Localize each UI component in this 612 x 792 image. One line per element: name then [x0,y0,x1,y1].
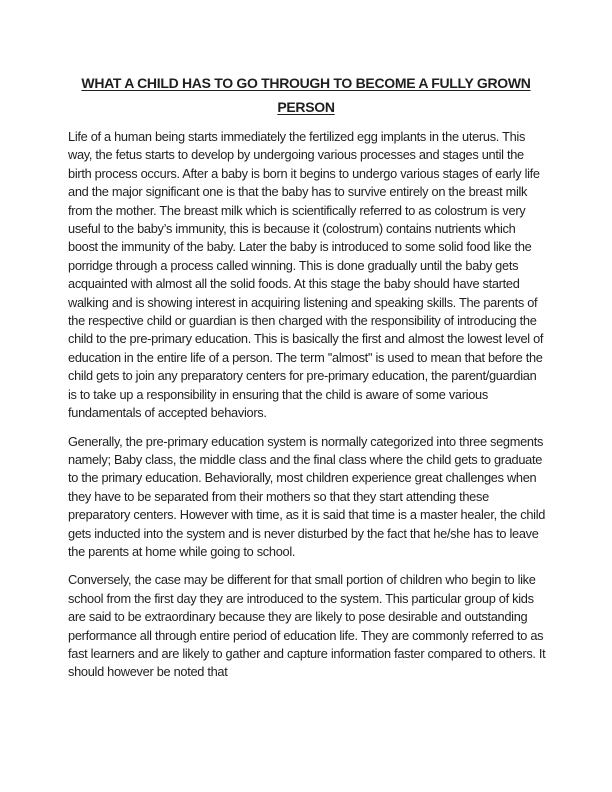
document-title: WHAT A CHILD HAS TO GO THROUGH TO BECOME A FULLY GROWN PERSON [81,75,531,115]
paragraph-3: Conversely, the case may be different for that small portion of children who begin to like school from the first day they are introduced to the system. This particular group of kids are said to be extraordinary because they are likely to pose desirable and outstanding performance all through entire period of education life. They are commonly referred to as fast learners and are likely to gather and capture information faster compared to others. It should however be noted that [68,572,546,680]
document-body [68,128,546,682]
paragraph-2: Generally, the pre-primary education system is normally categorized into three segments namely; Baby class, the middle class and the final class where the child gets to graduate to the primary education. Behaviorally, most children experience great challenges when they have to be separated from their mothers so that they start attending these preparatory centers. However with time, as it is said that time is a master healer, the child gets inducted into the system and is never disturbed by the fact that he/she has to leave the parents at home while going to school. [68,433,546,559]
paragraph-1: Life of a human being starts immediately the fertilized egg implants in the uterus. This way, the fetus starts to develop by undergoing various processes and stages until the birth process occurs. After a baby is born it begins to undergo various stages of early life and the major significant one is that the baby has to survive entirely on the breast milk from the mother. The breast milk which is scientifically referred to as colostrum is very useful to the baby’s immunity, this is because it (colostrum) contains nutrients which boost the immunity of the baby. Later the baby is introduced to some solid food like the porridge through a process called winning. This is done gradually until the baby gets acquainted with almost all the solid foods. At this stage the baby should have started walking and is showing interest in acquiring listening and speaking skills. The parents of the respective child or guardian is then charged with the responsibility of introducing the child to the pre-primary education. This is basically the first and almost the lowest level of education in the entire life of a person. The term ''almost'' is used to mean that before the child gets to join any preparatory centers for pre-primary education, the parent/guardian is to take up a responsibility in ensuring that the child is aware of some various fundamentals of accepted behaviors. [68,129,544,421]
